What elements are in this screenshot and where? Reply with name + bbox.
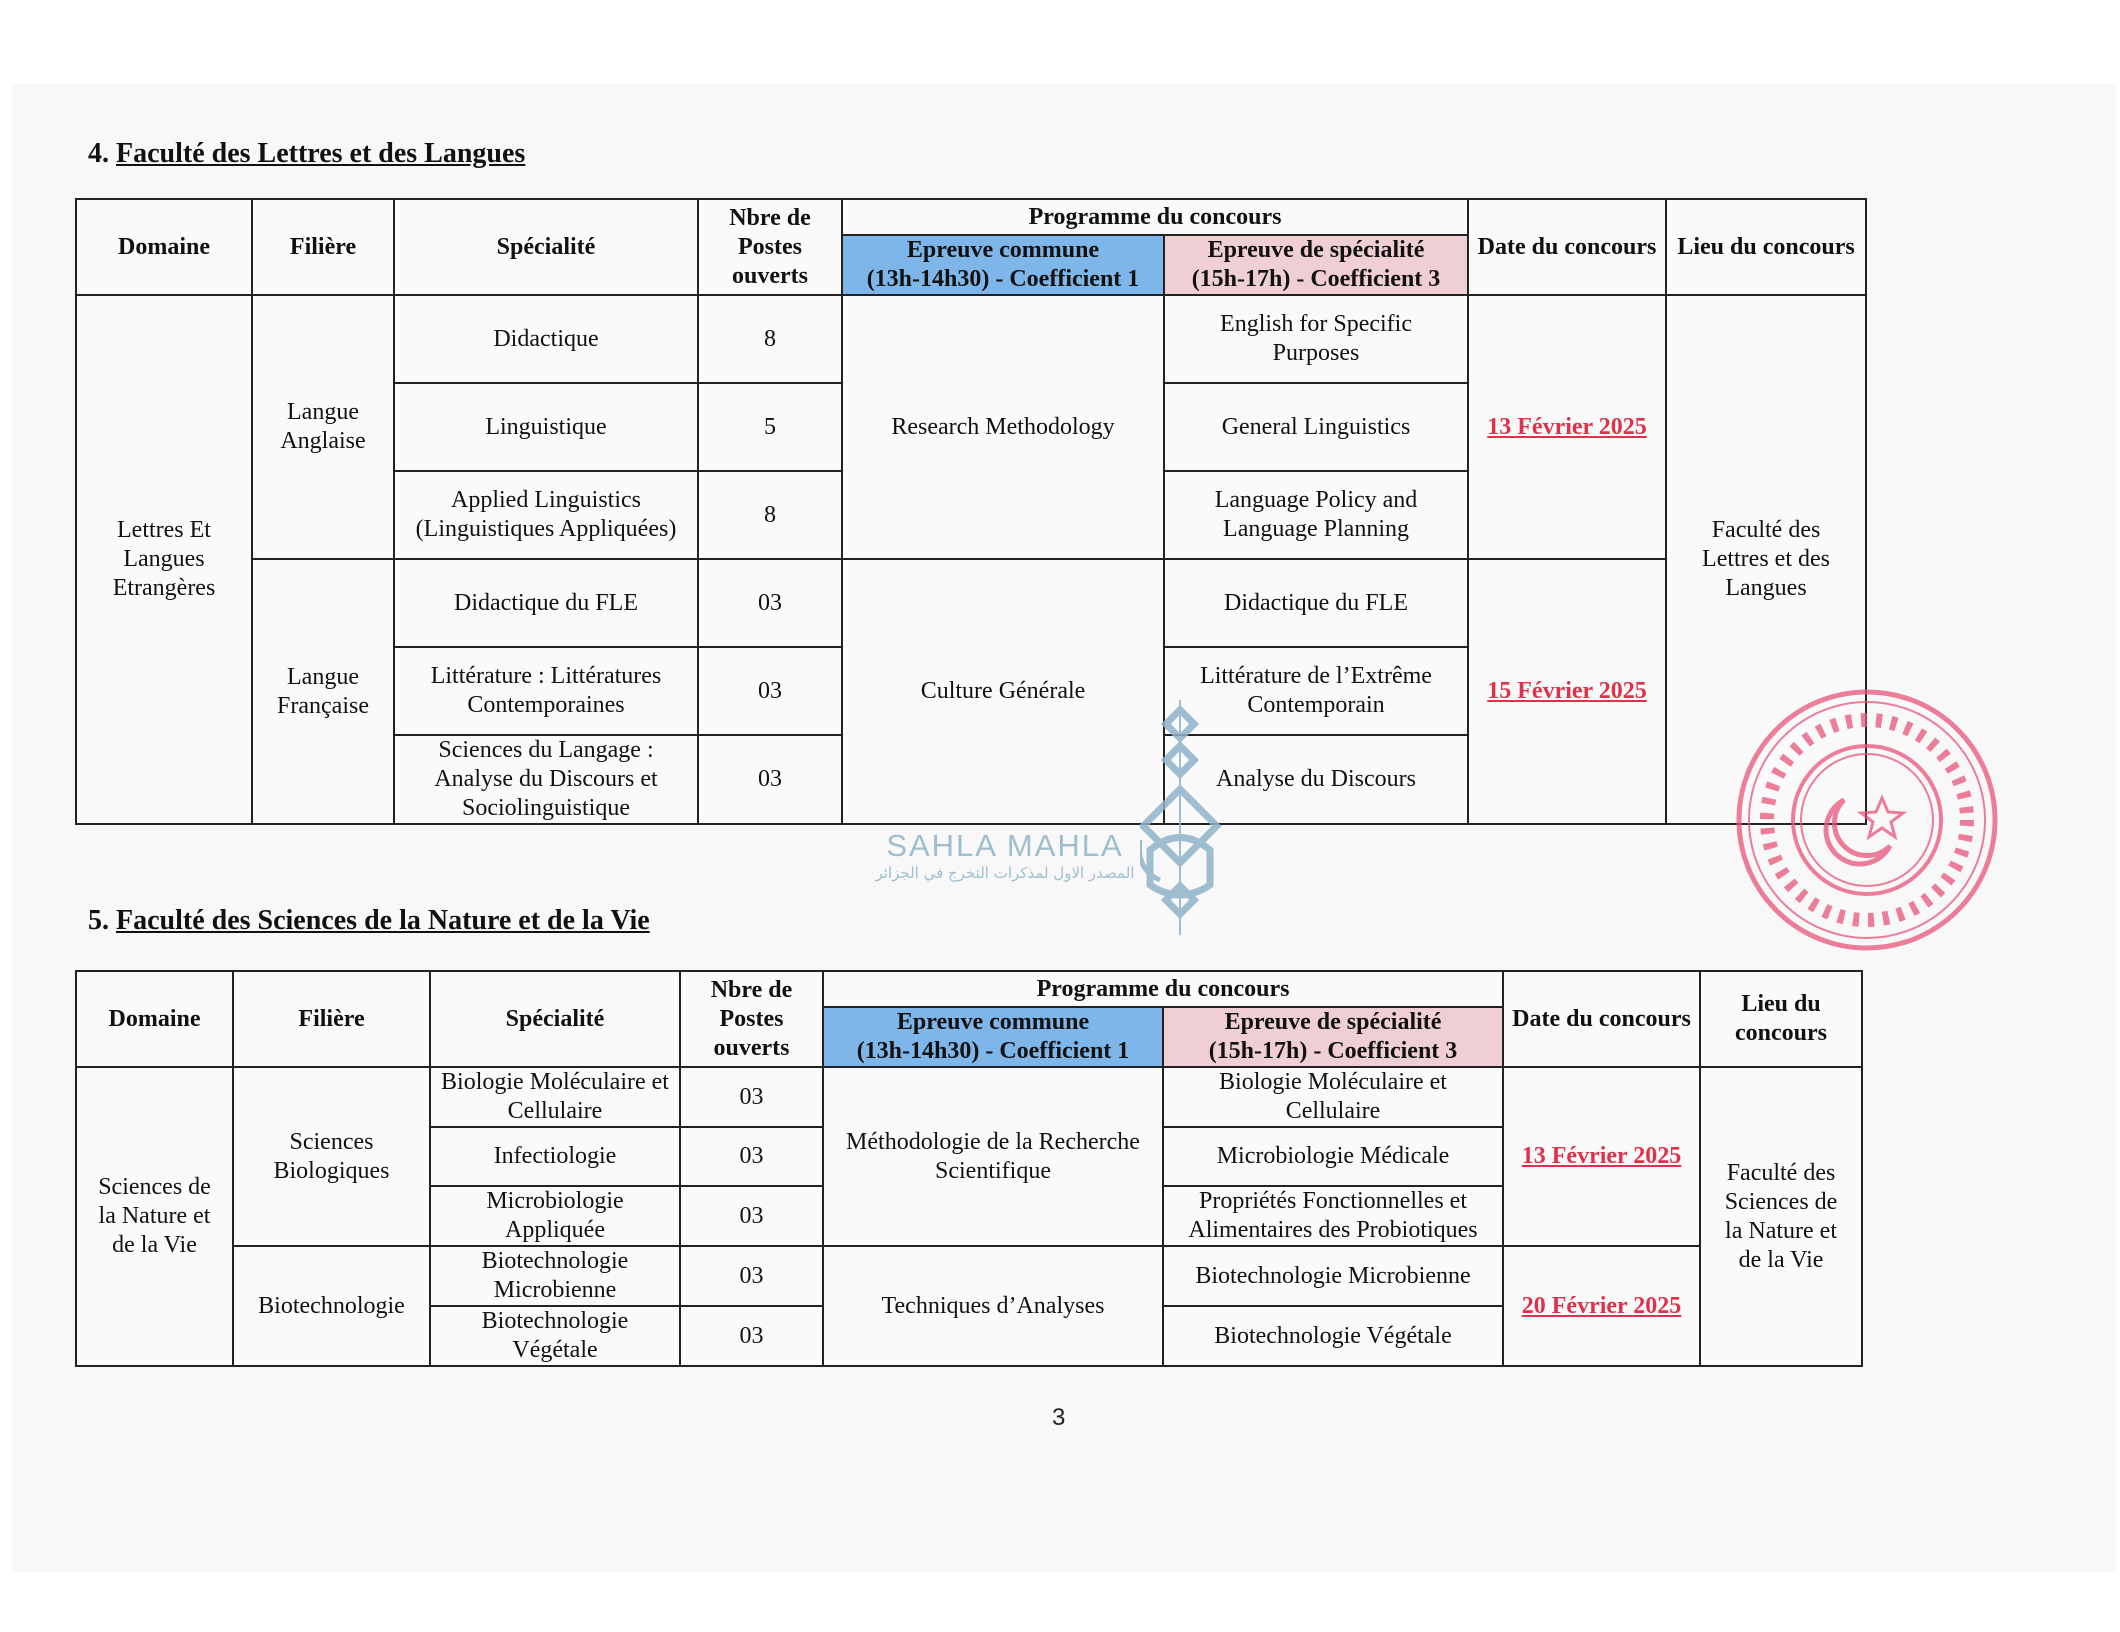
cell-specialite: Littérature : Littératures Contemporaines xyxy=(394,647,698,735)
cell-domaine: Sciences de la Nature et de la Vie xyxy=(76,1067,233,1366)
cell-postes: 03 xyxy=(680,1127,823,1186)
cell-postes: 03 xyxy=(698,559,842,647)
header-specialite: Spécialité xyxy=(430,971,680,1067)
cell-epreuve-specialite: Biotechnologie Microbienne xyxy=(1163,1246,1503,1306)
page-number: 3 xyxy=(1052,1404,1066,1431)
cell-date xyxy=(1468,295,1666,559)
cell-epreuve-specialite: English for Specific Purposes xyxy=(1164,295,1468,383)
cell-postes: 03 xyxy=(680,1186,823,1246)
date-text: 15 Février 2025 xyxy=(1487,678,1647,704)
official-stamp-icon xyxy=(1722,680,2012,960)
epreuve-specialite-label: Epreuve de spécialité xyxy=(1224,1009,1442,1035)
cell-specialite: Biotechnologie Végétale xyxy=(430,1306,680,1366)
cell-epreuve-specialite: Littérature de l’Extrême Contemporain xyxy=(1164,647,1468,735)
watermark-brand: SAHLA MAHLA xyxy=(886,828,1124,863)
section-5-number: 5. xyxy=(88,905,109,936)
cell-filiere: Sciences Biologiques xyxy=(233,1067,430,1246)
cell-epreuve-commune: Techniques d’Analyses xyxy=(823,1246,1163,1366)
header-epreuve-specialite xyxy=(1163,1007,1503,1067)
header-filiere: Filière xyxy=(252,199,394,295)
section-4-number: 4. xyxy=(88,138,109,169)
epreuve-commune-label: Epreuve commune xyxy=(896,1009,1090,1035)
epreuve-specialite-detail: (15h-17h) - Coefficient 3 xyxy=(1208,1038,1458,1064)
date-text: 13 Février 2025 xyxy=(1487,413,1647,440)
epreuve-commune-label: Epreuve commune xyxy=(906,237,1100,263)
header-lieu: Lieu du concours xyxy=(1666,199,1866,295)
cell-epreuve-commune: Méthodologie de la Recherche Scientifique xyxy=(823,1067,1163,1246)
header-domaine: Domaine xyxy=(76,971,233,1067)
cell-specialite: Biologie Moléculaire et Cellulaire xyxy=(430,1067,680,1127)
cell-specialite: Microbiologie Appliquée xyxy=(430,1186,680,1246)
header-specialite: Spécialité xyxy=(394,199,698,295)
cell-filiere: Langue Française xyxy=(252,559,394,824)
header-epreuve-commune xyxy=(842,235,1164,295)
cell-postes: 5 xyxy=(698,383,842,471)
cell-specialite: Didactique xyxy=(394,295,698,383)
cell-epreuve-specialite: Analyse du Discours xyxy=(1164,735,1468,824)
cell-epreuve-specialite: Biologie Moléculaire et Cellulaire xyxy=(1163,1067,1503,1127)
header-programme: Programme du concours xyxy=(842,199,1468,235)
cell-date xyxy=(1503,1246,1700,1366)
cell-filiere: Biotechnologie xyxy=(233,1246,430,1366)
section-5-title: Faculté des Sciences de la Nature et de la Vie xyxy=(116,905,650,936)
cell-lieu: Faculté des Lettres et des Langues xyxy=(1666,295,1866,824)
header-domaine: Domaine xyxy=(76,199,252,295)
cell-postes: 8 xyxy=(698,295,842,383)
cell-epreuve-specialite: Didactique du FLE xyxy=(1164,559,1468,647)
header-epreuve-commune xyxy=(823,1007,1163,1067)
cell-postes: 03 xyxy=(680,1246,823,1306)
date-text: 20 Février 2025 xyxy=(1521,1292,1682,1319)
epreuve-specialite-detail: (15h-17h) - Coefficient 3 xyxy=(1191,266,1441,292)
cell-postes: 03 xyxy=(698,735,842,824)
epreuve-commune-detail: (13h-14h30) - Coefficient 1 xyxy=(856,1038,1130,1064)
cell-specialite: Linguistique xyxy=(394,383,698,471)
section-4-title: Faculté des Lettres et des Langues xyxy=(116,138,526,169)
epreuve-specialite-label: Epreuve de spécialité xyxy=(1207,237,1425,263)
cell-filiere: Langue Anglaise xyxy=(252,295,394,559)
cell-specialite: Applied Linguistics (Linguistiques Appliquées) xyxy=(394,471,698,559)
cell-specialite: Didactique du FLE xyxy=(394,559,698,647)
header-nbre-postes: Nbre de Postes ouverts xyxy=(698,199,842,295)
section-4-heading xyxy=(88,138,525,170)
header-programme: Programme du concours xyxy=(823,971,1503,1007)
table-faculte-sciences-nature-vie xyxy=(75,970,1863,1367)
date-text: 13 Février 2025 xyxy=(1521,1143,1682,1169)
header-epreuve-specialite xyxy=(1164,235,1468,295)
cell-epreuve-specialite: Biotechnologie Végétale xyxy=(1163,1306,1503,1366)
cell-epreuve-specialite: Language Policy and Language Planning xyxy=(1164,471,1468,559)
cell-domaine: Lettres Et Langues Etrangères xyxy=(76,295,252,824)
cell-specialite: Sciences du Langage : Analyse du Discours et Sociolinguistique xyxy=(394,735,698,824)
cell-postes: 8 xyxy=(698,471,842,559)
cell-specialite: Biotechnologie Microbienne xyxy=(430,1246,680,1306)
section-5-heading xyxy=(88,905,650,937)
epreuve-commune-detail: (13h-14h30) - Coefficient 1 xyxy=(866,266,1140,292)
header-filiere: Filière xyxy=(233,971,430,1067)
cell-date xyxy=(1468,559,1666,824)
cell-postes: 03 xyxy=(698,647,842,735)
cell-epreuve-commune: Culture Générale xyxy=(842,559,1164,824)
header-nbre-postes: Nbre de Postes ouverts xyxy=(680,971,823,1067)
table-faculte-lettres xyxy=(75,198,1867,825)
cell-specialite: Infectiologie xyxy=(430,1127,680,1186)
header-lieu: Lieu du concours xyxy=(1700,971,1862,1067)
cell-epreuve-specialite: General Linguistics xyxy=(1164,383,1468,471)
header-date: Date du concours xyxy=(1503,971,1700,1067)
cell-epreuve-specialite: Propriétés Fonctionnelles et Alimentaires des Probiotiques xyxy=(1163,1186,1503,1246)
watermark-tagline: المصدر الاول لمذكرات التخرج في الجزائر xyxy=(875,864,1135,882)
cell-postes: 03 xyxy=(680,1306,823,1366)
cell-epreuve-specialite: Microbiologie Médicale xyxy=(1163,1127,1503,1186)
cell-postes: 03 xyxy=(680,1067,823,1127)
cell-date xyxy=(1503,1067,1700,1246)
cell-epreuve-commune: Research Methodology xyxy=(842,295,1164,559)
cell-lieu: Faculté des Sciences de la Nature et de la Vie xyxy=(1700,1067,1862,1366)
header-date: Date du concours xyxy=(1468,199,1666,295)
